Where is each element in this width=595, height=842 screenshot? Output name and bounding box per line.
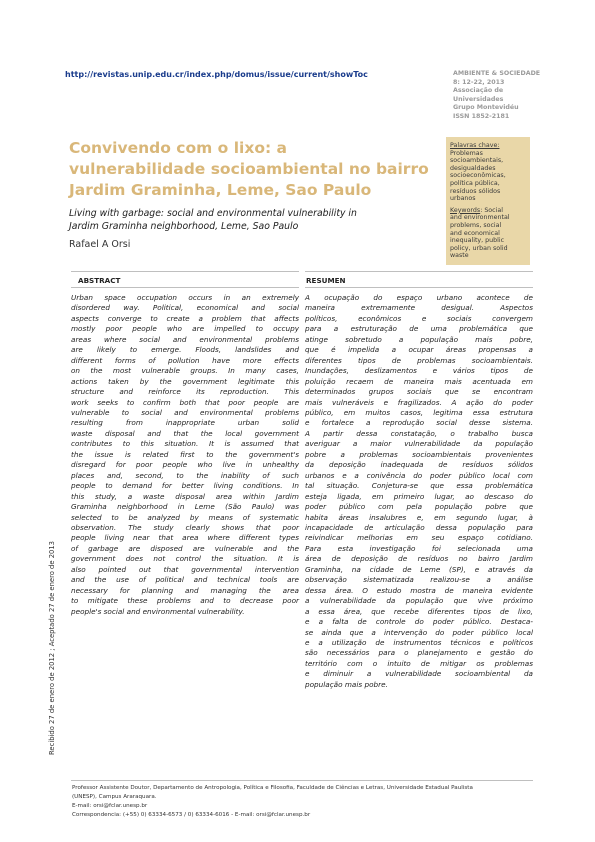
abstract-line: actions taken by the government legitimate this xyxy=(71,376,299,386)
keyword-en-line: policy, urban solid xyxy=(450,244,508,252)
abstract-line: people's social and environmental vulnerability. xyxy=(71,606,245,616)
resumen-line: determinados grupos sociais que se encontram xyxy=(305,387,533,397)
keywords-en-list xyxy=(450,214,528,260)
abstract-line: also pointed out that governmental intervention xyxy=(71,564,299,574)
resumen-line: A partir dessa constatação, o trabalho busca xyxy=(305,428,533,438)
abstract-line: Urban space occupation occurs in an extremely xyxy=(71,293,299,302)
resumen-line: área de deposição de resíduos no bairro Jardim xyxy=(305,554,533,564)
resumen-line: dessa área. O estudo mostra de maneira evidente xyxy=(305,585,533,595)
abstract-line: disregard for poor people who live in unhealthy xyxy=(71,460,299,470)
abstract-line: aspects converge to create a problem that affects xyxy=(71,313,299,323)
resumen-line: maneira extremamente desigual. Aspectos xyxy=(305,303,533,313)
resumen-line: Inundações, deslizamentos e vários tipos de xyxy=(305,366,533,376)
resumen-line: são necessários para o planejamento e gestão do xyxy=(305,648,533,658)
resumen-body xyxy=(305,293,533,690)
resumen-line: a vulnerabilidade da população que vive próximo xyxy=(305,596,533,606)
keyword-en-line: and environmental xyxy=(450,214,510,222)
resumen-line: A ocupação do espaço urbano acontece de xyxy=(305,293,533,302)
resumen-line: e fortalece a reprodução social desse sistema. xyxy=(305,418,533,428)
abstract-top-rule-left xyxy=(71,271,299,272)
received-accepted-dates: Recibido 27 de enero de 2012 ; Aceptado 27 de enero de 2013 xyxy=(48,540,56,755)
keywords-en-heading: Keywords xyxy=(450,206,481,214)
keyword-pt-line: Problemas xyxy=(450,149,483,157)
resumen-line: mais vulneráveis e fragilizados. A ação do poder xyxy=(305,397,533,407)
abstract-line: necessary for planning and managing the area xyxy=(71,585,299,595)
keyword-pt-line: socioambientais, xyxy=(450,157,504,165)
abstract-line: areas where social and environmental problems xyxy=(71,334,299,344)
footnote-line: Correspondencia: (+55) 0) 63334-6573 / 0) 63334-6016 - E-mail: orsi@fclar.unesp.br xyxy=(72,811,311,818)
keyword-pt-line: política pública, xyxy=(450,179,500,187)
keywords-block xyxy=(450,142,528,260)
resumen-line: da deposição inadequada de resíduos sólidos xyxy=(305,460,533,470)
abstract-line: work seeks to confirm both that poor people are xyxy=(71,397,299,407)
resumen-line: pobre a problemas socioambientais provenientes xyxy=(305,449,533,459)
article-title xyxy=(69,138,441,201)
abstract-line: mostly poor people who are impelled to occupy xyxy=(71,324,299,334)
journal-info-line: ISSN 1852-2181 xyxy=(453,112,510,120)
keyword-en-line: waste xyxy=(450,252,469,260)
resumen-line: e diminuir a vulnerabilidade socioambiental da xyxy=(305,669,533,679)
resumen-line: a essa área, que recebe diferentes tipos de lixo, xyxy=(305,606,533,616)
keyword-pt-line: urbanos xyxy=(450,195,476,203)
subtitle-line: Jardim Graminha neighborhood, Leme, Sao Paulo xyxy=(69,221,299,232)
keyword-pt-line: desigualdades xyxy=(450,164,496,172)
abstract-line: waste disposal and that the local government xyxy=(71,428,299,438)
resumen-line: habita áreas insalubres e, em segundo lugar, à xyxy=(305,512,533,522)
abstract-line: observation. The study clearly shows that poor xyxy=(71,522,299,532)
resumen-line: Para esta investigação foi selecionada uma xyxy=(305,543,533,553)
keyword-en-line: problems, social xyxy=(450,221,502,229)
resumen-line: Graminha, na cidade de Leme (SP), e através da xyxy=(305,564,533,574)
resumen-line: urbanos e a conivência do poder público local com xyxy=(305,470,533,480)
resumen-line: esteja ligada, em primeiro lugar, ao descaso do xyxy=(305,491,533,501)
abstract-line: disordered way. Political, economical and social xyxy=(71,303,299,313)
abstract-line: structure and reinforce its reproduction. This xyxy=(71,387,299,397)
footnote-rule xyxy=(71,780,533,781)
keyword-en-line: inequality, public xyxy=(450,237,505,245)
abstract-line: and the use of political and technical tools are xyxy=(71,575,299,585)
resumen-line: público, em muitos casos, legitima essa estrutura xyxy=(305,407,533,417)
abstract-line: contributes to this situation. It is assumed that xyxy=(71,439,299,449)
abstract-line: of garbage are disposed are vulnerable and the xyxy=(71,543,299,553)
resumen-line: e a falta de controle do poder público. Destaca- xyxy=(305,617,533,627)
resumen-line: poluição recaem de maneira mais acentuada em xyxy=(305,376,533,386)
abstract-line: vulnerable to social and environmental problems xyxy=(71,407,299,417)
abstract-line: selected to be analyzed by means of systematic xyxy=(71,512,299,522)
resumen-line: população mais pobre. xyxy=(305,679,388,689)
title-line: Convivendo com o lixo: a xyxy=(69,139,288,157)
title-line: Jardim Graminha, Leme, Sao Paulo xyxy=(69,181,372,199)
abstract-line: government does not control the situation. It is xyxy=(71,554,299,564)
author-footnote xyxy=(72,784,542,820)
article-url-link[interactable]: http://revistas.unip.edu.cr/index.php/domus/issue/current/showToc xyxy=(65,70,368,79)
journal-info-line: AMBIENTE & SOCIEDADE xyxy=(453,70,541,77)
keyword-pt-line: socioeconômicas, xyxy=(450,172,506,180)
abstract-line: on the most vulnerable groups. In many cases, xyxy=(71,366,299,376)
abstract-line: this study, a waste disposal area within Jardim xyxy=(71,491,299,501)
resumen-line: território com o intuito de mitigar os problemas xyxy=(305,658,533,668)
resumen-line: observação sistematizada realizou-se a análise xyxy=(305,575,533,585)
resumen-line: atinge sobretudo a população mais pobre, xyxy=(305,334,533,344)
abstract-line: places and, second, to the inability of such xyxy=(71,470,299,480)
footnote-line: E-mail: orsi@fclar.unesp.br xyxy=(72,802,148,809)
abstract-line: are likely to emerge. Floods, landslides and xyxy=(71,345,299,355)
resumen-line: para a estruturação de uma problemática que xyxy=(305,324,533,334)
keywords-pt-heading: Palavras chave: xyxy=(450,142,500,149)
keyword-en-line: and economical xyxy=(450,229,500,237)
abstract-heading: ABSTRACT xyxy=(78,276,121,285)
abstract-line: to mitigate these problems and to decrease poor xyxy=(71,596,299,606)
abstract-line: people to demand for better living conditions. In xyxy=(71,481,299,491)
resumen-line: averiguar a maior vulnerabilidade da população xyxy=(305,439,533,449)
journal-info-line: Associação de xyxy=(453,87,504,95)
journal-info-line: Universidades xyxy=(453,95,504,103)
abstract-head-rule-right xyxy=(305,287,533,288)
abstract-top-rule-right xyxy=(305,271,533,272)
abstract-line: people living near that area where different types xyxy=(71,533,299,543)
article-author: Rafael A Orsi xyxy=(69,239,131,250)
resumen-line: se ainda que a intervenção do poder público local xyxy=(305,627,533,637)
title-line: vulnerabilidade socioambiental no bairro xyxy=(69,160,429,178)
abstract-body xyxy=(71,293,299,617)
resumen-line: que é impelida a ocupar áreas propensas a xyxy=(305,345,533,355)
journal-info-line: Grupo Montevidéu xyxy=(453,104,519,112)
resumen-line: incapacidade de articulação dessa população para xyxy=(305,522,533,532)
resumen-line: políticos, econômicos e sociais convergem xyxy=(305,313,533,323)
abstract-line: different forms of pollution have more effects xyxy=(71,355,299,365)
abstract-line: resulting from inappropriate urban solid xyxy=(71,418,299,428)
abstract-line: Graminha neighborhood in Leme (São Paulo) was xyxy=(71,502,299,512)
footnote-line: (UNESP), Campus Araraquara. xyxy=(72,793,157,800)
keywords-en-first-line: Keywords: Social xyxy=(450,206,503,214)
resumen-line: e a utilização de instrumentos técnicos e políticos xyxy=(305,637,533,647)
journal-info-line: 8: 12-22, 2013 xyxy=(453,78,505,86)
journal-info xyxy=(453,70,563,122)
footnote-line: Professor Assistente Doutor, Departamento de Antropologia, Política e Filosofia, Faculdade de Ciências e Letras, Universidade Estadual Paulista xyxy=(72,785,473,791)
abstract-line: the issue is related first to the government's xyxy=(71,449,299,459)
abstract-head-rule-left xyxy=(71,287,299,288)
resumen-line: reivindicar melhorias em seu espaço cotidiano. xyxy=(305,533,533,543)
resumen-line: tal situação. Conjetura-se que essa problemática xyxy=(305,481,533,491)
article-subtitle xyxy=(69,207,429,233)
keyword-pt-line: resíduos sólidos xyxy=(450,187,501,195)
subtitle-line: Living with garbage: social and environmental vulnerability in xyxy=(69,208,357,219)
keywords-en-first-word: Social xyxy=(484,206,503,214)
resumen-line: poder público com pela população pobre que xyxy=(305,502,533,512)
resumen-heading: RESUMEN xyxy=(306,276,346,285)
resumen-line: diferentes tipos de problemas socioambientais. xyxy=(305,355,533,365)
keywords-pt-list xyxy=(450,150,528,203)
